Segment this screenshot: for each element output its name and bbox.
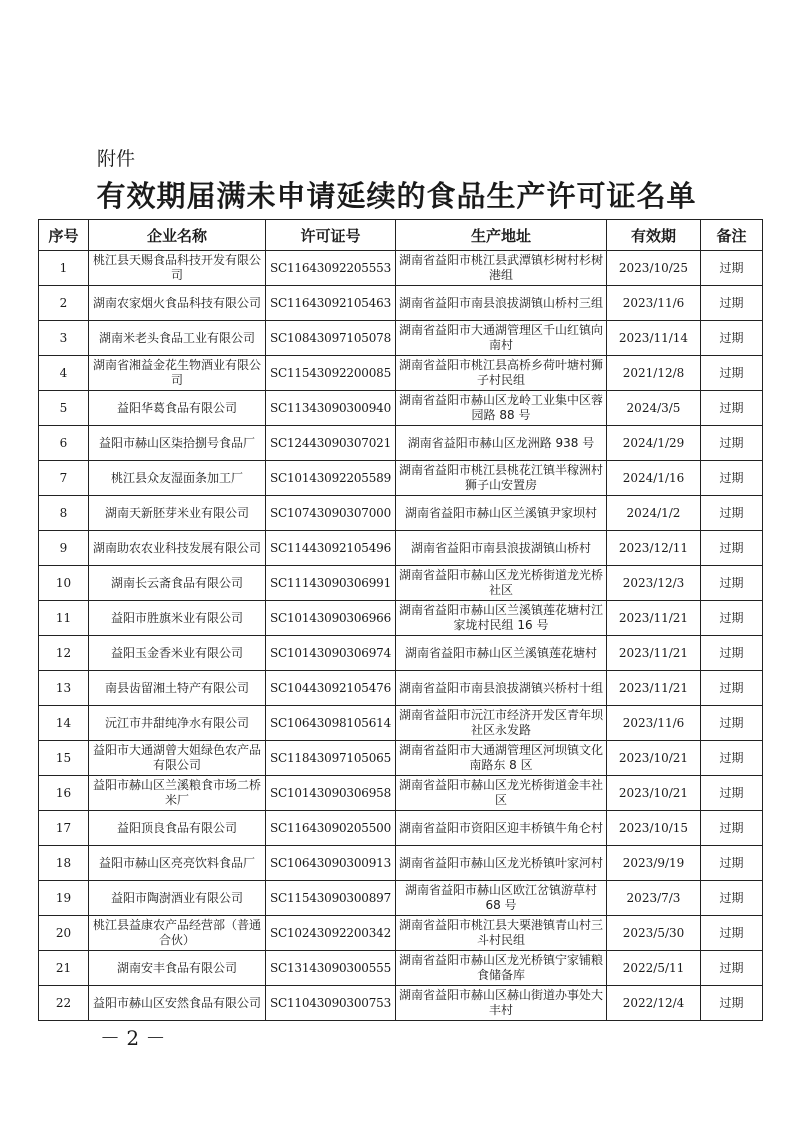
remark: 过期	[701, 916, 763, 951]
company-name: 湖南米老头食品工业有限公司	[89, 321, 266, 356]
table-row	[39, 706, 763, 741]
validity-date: 2021/12/8	[607, 356, 701, 391]
validity-date: 2023/7/3	[607, 881, 701, 916]
document-title: 有效期届满未申请延续的食品生产许可证名单	[96, 179, 697, 213]
company-name: 沅江市井甜纯净水有限公司	[89, 706, 266, 741]
company-name: 桃江县众友湿面条加工厂	[89, 461, 266, 496]
validity-date: 2022/5/11	[607, 951, 701, 986]
production-address: 湖南省益阳市赫山区龙洲路 938 号	[396, 426, 607, 461]
remark: 过期	[701, 846, 763, 881]
remark: 过期	[701, 496, 763, 531]
license-number: SC10243092200342	[266, 916, 396, 951]
production-address: 湖南省益阳市大通湖管理区千山红镇向南村	[396, 321, 607, 356]
validity-date: 2023/11/6	[607, 706, 701, 741]
row-index: 17	[39, 811, 89, 846]
validity-date: 2023/10/15	[607, 811, 701, 846]
remark: 过期	[701, 706, 763, 741]
row-index: 11	[39, 601, 89, 636]
validity-date: 2023/11/21	[607, 671, 701, 706]
company-name: 湖南省湘益金花生物酒业有限公司	[89, 356, 266, 391]
row-index: 7	[39, 461, 89, 496]
company-name: 益阳市赫山区柒拾捌号食品厂	[89, 426, 266, 461]
validity-date: 2024/1/16	[607, 461, 701, 496]
production-address: 湖南省益阳市赫山区龙光桥镇宁家铺粮食储备库	[396, 951, 607, 986]
table-row	[39, 251, 763, 286]
company-name: 益阳华葛食品有限公司	[89, 391, 266, 426]
column-header-validity: 有效期	[607, 220, 701, 251]
company-name: 益阳市大通湖曾大姐绿色农产品有限公司	[89, 741, 266, 776]
validity-date: 2023/11/21	[607, 601, 701, 636]
validity-date: 2024/3/5	[607, 391, 701, 426]
company-name: 桃江县益康农产品经营部（普通合伙）	[89, 916, 266, 951]
column-header-license: 许可证号	[266, 220, 396, 251]
validity-date: 2023/10/21	[607, 776, 701, 811]
remark: 过期	[701, 881, 763, 916]
table-row	[39, 391, 763, 426]
row-index: 18	[39, 846, 89, 881]
row-index: 22	[39, 986, 89, 1021]
remark: 过期	[701, 391, 763, 426]
license-number: SC11643092105463	[266, 286, 396, 321]
validity-date: 2023/9/19	[607, 846, 701, 881]
license-number: SC11543092200085	[266, 356, 396, 391]
production-address: 湖南省益阳市赫山区龙光桥街道龙光桥社区	[396, 566, 607, 601]
row-index: 2	[39, 286, 89, 321]
remark: 过期	[701, 426, 763, 461]
company-name: 益阳市赫山区安然食品有限公司	[89, 986, 266, 1021]
remark: 过期	[701, 566, 763, 601]
production-address: 湖南省益阳市赫山区赫山街道办事处大丰村	[396, 986, 607, 1021]
table-row	[39, 881, 763, 916]
license-number: SC10143092205589	[266, 461, 396, 496]
table-row	[39, 461, 763, 496]
company-name: 湖南农家烟火食品科技有限公司	[89, 286, 266, 321]
row-index: 6	[39, 426, 89, 461]
row-index: 16	[39, 776, 89, 811]
remark: 过期	[701, 531, 763, 566]
production-address: 湖南省益阳市赫山区龙光桥街道金丰社区	[396, 776, 607, 811]
column-header-index: 序号	[39, 220, 89, 251]
company-name: 湖南天新胚芽米业有限公司	[89, 496, 266, 531]
license-table	[38, 219, 763, 1021]
row-index: 15	[39, 741, 89, 776]
table-row	[39, 811, 763, 846]
production-address: 湖南省益阳市赫山区欧江岔镇游草村 68 号	[396, 881, 607, 916]
production-address: 湖南省益阳市桃江县大栗港镇青山村三斗村民组	[396, 916, 607, 951]
production-address: 湖南省益阳市赫山区兰溪镇莲花塘村江家垅村民组 16 号	[396, 601, 607, 636]
remark: 过期	[701, 671, 763, 706]
company-name: 益阳玉金香米业有限公司	[89, 636, 266, 671]
license-number: SC10743090307000	[266, 496, 396, 531]
table-row	[39, 776, 763, 811]
production-address: 湖南省益阳市南县浪拔湖镇兴桥村十组	[396, 671, 607, 706]
company-name: 南县齿留湘土特产有限公司	[89, 671, 266, 706]
validity-date: 2023/11/6	[607, 286, 701, 321]
validity-date: 2024/1/29	[607, 426, 701, 461]
row-index: 20	[39, 916, 89, 951]
company-name: 益阳市陶澍酒业有限公司	[89, 881, 266, 916]
table-row	[39, 846, 763, 881]
license-number: SC10643098105614	[266, 706, 396, 741]
production-address: 湖南省益阳市桃江县武潭镇杉树村杉树港组	[396, 251, 607, 286]
table-body	[39, 251, 763, 1021]
remark: 过期	[701, 286, 763, 321]
column-header-remark: 备注	[701, 220, 763, 251]
license-number: SC13143090300555	[266, 951, 396, 986]
license-number: SC11343090300940	[266, 391, 396, 426]
row-index: 3	[39, 321, 89, 356]
column-header-company: 企业名称	[89, 220, 266, 251]
validity-date: 2023/11/21	[607, 636, 701, 671]
production-address: 湖南省益阳市桃江县高桥乡荷叶塘村狮子村民组	[396, 356, 607, 391]
production-address: 湖南省益阳市赫山区兰溪镇莲花塘村	[396, 636, 607, 671]
remark: 过期	[701, 986, 763, 1021]
license-number: SC10643090300913	[266, 846, 396, 881]
table-row	[39, 916, 763, 951]
production-address: 湖南省益阳市资阳区迎丰桥镇牛角仑村	[396, 811, 607, 846]
company-name: 益阳市赫山区兰溪粮食市场二桥米厂	[89, 776, 266, 811]
production-address: 湖南省益阳市桃江县桃花江镇半稼洲村狮子山安置房	[396, 461, 607, 496]
table-row	[39, 356, 763, 391]
license-number: SC11643090205500	[266, 811, 396, 846]
row-index: 12	[39, 636, 89, 671]
remark: 过期	[701, 321, 763, 356]
table-row	[39, 636, 763, 671]
row-index: 5	[39, 391, 89, 426]
row-index: 19	[39, 881, 89, 916]
column-header-address: 生产地址	[396, 220, 607, 251]
validity-date: 2022/12/4	[607, 986, 701, 1021]
license-number: SC11843097105065	[266, 741, 396, 776]
company-name: 益阳市赫山区亮亮饮料食品厂	[89, 846, 266, 881]
production-address: 湖南省益阳市南县浪拔湖镇山桥村	[396, 531, 607, 566]
table-row	[39, 566, 763, 601]
company-name: 湖南安丰食品有限公司	[89, 951, 266, 986]
remark: 过期	[701, 951, 763, 986]
production-address: 湖南省益阳市沅江市经济开发区青年坝社区永发路	[396, 706, 607, 741]
remark: 过期	[701, 811, 763, 846]
validity-date: 2023/12/3	[607, 566, 701, 601]
row-index: 4	[39, 356, 89, 391]
table-row	[39, 671, 763, 706]
remark: 过期	[701, 356, 763, 391]
remark: 过期	[701, 636, 763, 671]
table-row	[39, 286, 763, 321]
company-name: 桃江县天赐食品科技开发有限公司	[89, 251, 266, 286]
page-number: － 2 －	[100, 1026, 166, 1050]
license-number: SC10143090306966	[266, 601, 396, 636]
table-row	[39, 496, 763, 531]
company-name: 益阳顶良食品有限公司	[89, 811, 266, 846]
remark: 过期	[701, 251, 763, 286]
validity-date: 2023/12/11	[607, 531, 701, 566]
production-address: 湖南省益阳市赫山区龙光桥镇叶家河村	[396, 846, 607, 881]
table-header-row	[39, 220, 763, 251]
row-index: 13	[39, 671, 89, 706]
production-address: 湖南省益阳市赫山区龙岭工业集中区蓉园路 88 号	[396, 391, 607, 426]
production-address: 湖南省益阳市南县浪拔湖镇山桥村三组	[396, 286, 607, 321]
row-index: 1	[39, 251, 89, 286]
remark: 过期	[701, 601, 763, 636]
license-number: SC11143090306991	[266, 566, 396, 601]
license-number: SC10443092105476	[266, 671, 396, 706]
validity-date: 2023/10/25	[607, 251, 701, 286]
row-index: 14	[39, 706, 89, 741]
row-index: 9	[39, 531, 89, 566]
license-number: SC11643092205553	[266, 251, 396, 286]
license-number: SC12443090307021	[266, 426, 396, 461]
license-number: SC11043090300753	[266, 986, 396, 1021]
table-row	[39, 531, 763, 566]
table-row	[39, 426, 763, 461]
table-row	[39, 951, 763, 986]
row-index: 10	[39, 566, 89, 601]
company-name: 湖南长云斋食品有限公司	[89, 566, 266, 601]
remark: 过期	[701, 741, 763, 776]
license-number: SC10843097105078	[266, 321, 396, 356]
table-row	[39, 601, 763, 636]
row-index: 21	[39, 951, 89, 986]
table-row	[39, 986, 763, 1021]
validity-date: 2024/1/2	[607, 496, 701, 531]
remark: 过期	[701, 461, 763, 496]
attachment-label: 附件	[97, 148, 136, 170]
validity-date: 2023/5/30	[607, 916, 701, 951]
table-row	[39, 741, 763, 776]
table-row	[39, 321, 763, 356]
remark: 过期	[701, 776, 763, 811]
license-number: SC11543090300897	[266, 881, 396, 916]
row-index: 8	[39, 496, 89, 531]
license-number: SC10143090306958	[266, 776, 396, 811]
production-address: 湖南省益阳市赫山区兰溪镇尹家坝村	[396, 496, 607, 531]
validity-date: 2023/11/14	[607, 321, 701, 356]
company-name: 益阳市胜旗米业有限公司	[89, 601, 266, 636]
company-name: 湖南助农农业科技发展有限公司	[89, 531, 266, 566]
license-number: SC11443092105496	[266, 531, 396, 566]
production-address: 湖南省益阳市大通湖管理区河坝镇文化南路东 8 区	[396, 741, 607, 776]
validity-date: 2023/10/21	[607, 741, 701, 776]
license-number: SC10143090306974	[266, 636, 396, 671]
